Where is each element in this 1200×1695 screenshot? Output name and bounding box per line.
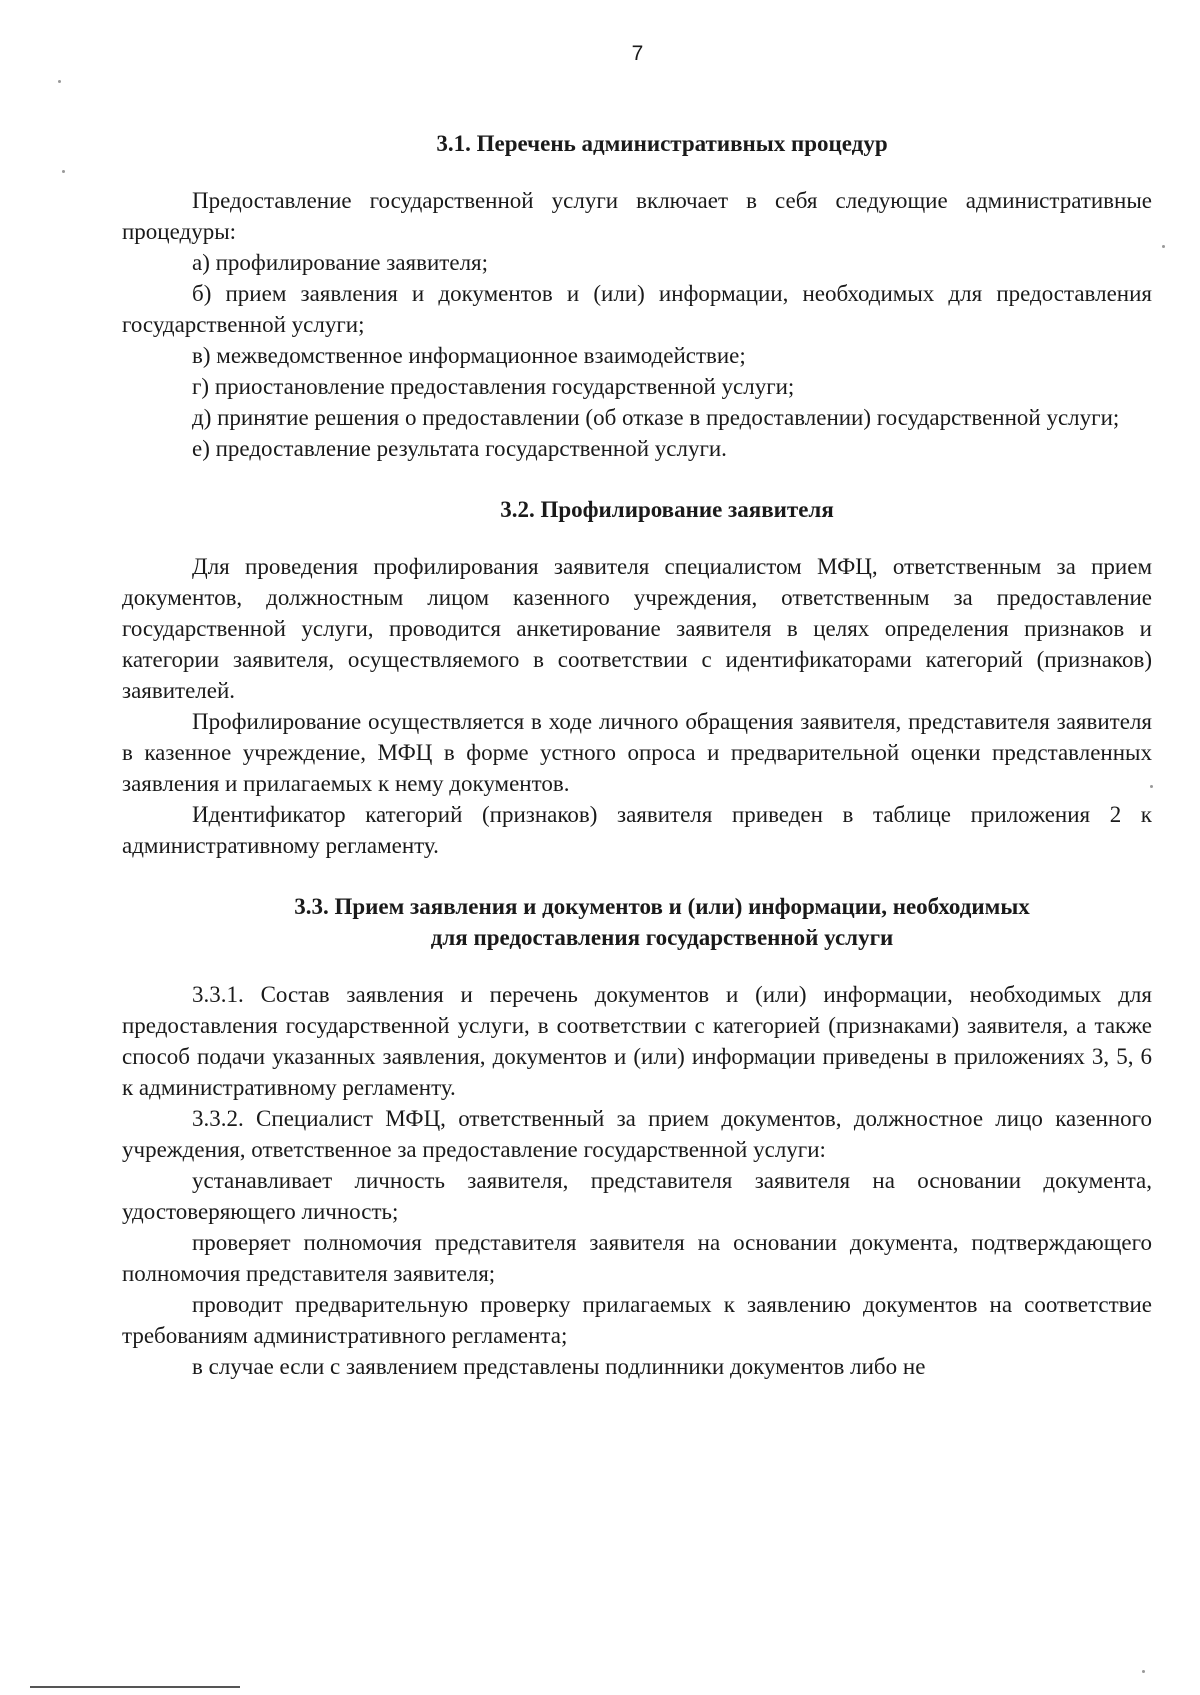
scan-artifact-line bbox=[30, 1686, 240, 1688]
list-item: д) принятие решения о предоставлении (об отказе в предоставлении) государственной услуги; bbox=[192, 405, 1120, 430]
section-heading-3-1: 3.1. Перечень административных процедур bbox=[436, 131, 888, 156]
list-item: е) предоставление результата государственной услуги. bbox=[192, 436, 727, 461]
section-heading-3-3 bbox=[122, 891, 1152, 953]
paragraph: Для проведения профилирования заявителя специалистом МФЦ, ответственным за прием документов, должностным лицом казенного учреждения, ответственным за предоставление государственной услуги, проводится анкетирование заявителя в целях определения признаков и категории заявителя, осуществляемого в соответствии с идентификаторами категорий (признаков) заявителей. bbox=[122, 554, 1152, 703]
scan-speck bbox=[1142, 1670, 1145, 1673]
paragraph: проверяет полномочия представителя заявителя на основании документа, подтверждающего полномочия представителя заявителя; bbox=[122, 1230, 1152, 1286]
list-item: г) приостановление предоставления государственной услуги; bbox=[192, 374, 795, 399]
list-item: а) профилирование заявителя; bbox=[192, 250, 489, 275]
scan-speck bbox=[1150, 785, 1153, 788]
section-heading-3-2: 3.2. Профилирование заявителя bbox=[500, 497, 834, 522]
section-heading-3-3-line2: для предоставления государственной услуги bbox=[430, 925, 894, 950]
list-item: в) межведомственное информационное взаимодействие; bbox=[192, 343, 746, 368]
paragraph: 3.3.2. Специалист МФЦ, ответственный за прием документов, должностное лицо казенного учреждения, ответственное за предоставление государственной услуги: bbox=[122, 1106, 1152, 1162]
paragraph: Профилирование осуществляется в ходе личного обращения заявителя, представителя заявителя в казенное учреждение, МФЦ в форме устного опроса и предварительной оценки представленных заявления и прилагаемых к нему документов. bbox=[122, 709, 1152, 796]
list-item: б) прием заявления и документов и (или) информации, необходимых для предоставления государственной услуги; bbox=[122, 281, 1152, 337]
paragraph: Идентификатор категорий (признаков) заявителя приведен в таблице приложения 2 к административному регламенту. bbox=[122, 802, 1152, 858]
paragraph: 3.3.1. Состав заявления и перечень документов и (или) информации, необходимых для предоставления государственной услуги, в соответствии с категорией (признаками) заявителя, а также способ подачи указанных заявления, документов и (или) информации приведены в приложениях 3, 5, 6 к административному регламенту. bbox=[122, 982, 1152, 1100]
scan-speck bbox=[1162, 245, 1165, 248]
scan-speck bbox=[58, 80, 61, 83]
page-number: 7 bbox=[631, 42, 644, 65]
paragraph: устанавливает личность заявителя, представителя заявителя на основании документа, удостоверяющего личность; bbox=[122, 1168, 1152, 1224]
paragraph: Предоставление государственной услуги включает в себя следующие административные процедуры: bbox=[122, 188, 1152, 244]
scan-speck bbox=[62, 170, 65, 173]
section-heading-3-3-line1: 3.3. Прием заявления и документов и (или) информации, необходимых bbox=[294, 894, 1030, 919]
paragraph: в случае если с заявлением представлены подлинники документов либо не bbox=[192, 1354, 926, 1379]
document-body bbox=[122, 128, 1152, 1382]
paragraph: проводит предварительную проверку прилагаемых к заявлению документов на соответствие требованиям административного регламента; bbox=[122, 1292, 1152, 1348]
